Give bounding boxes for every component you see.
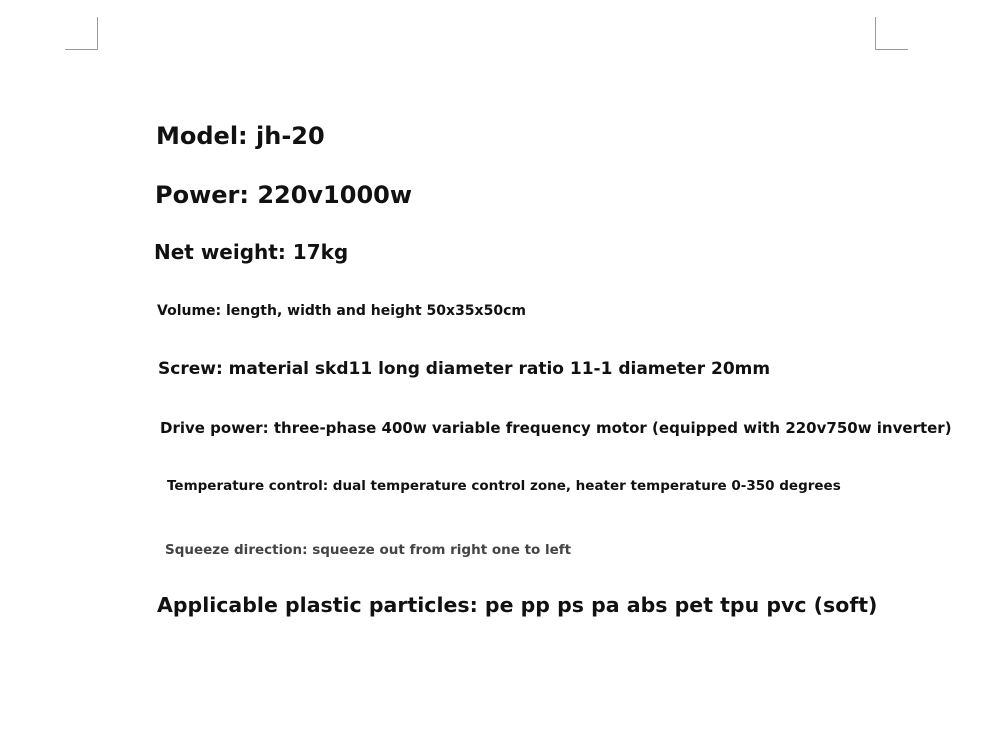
spec-net-weight: Net weight: 17kg <box>154 240 349 264</box>
spec-squeeze-direction: Squeeze direction: squeeze out from right one to left <box>165 542 572 558</box>
crop-mark-top-left <box>65 17 98 50</box>
spec-screw: Screw: material skd11 long diameter ratio 11-1 diameter 20mm <box>158 359 771 379</box>
spec-power: Power: 220v1000w <box>155 181 413 209</box>
spec-applicable-particles: Applicable plastic particles: pe pp ps pa abs pet tpu pvc (soft) <box>157 593 878 617</box>
spec-model: Model: jh-20 <box>156 122 325 150</box>
spec-drive-power: Drive power: three-phase 400w variable frequency motor (equipped with 220v750w inverter) <box>160 419 952 437</box>
spec-volume: Volume: length, width and height 50x35x50cm <box>157 303 526 319</box>
spec-temperature-control: Temperature control: dual temperature control zone, heater temperature 0-350 degrees <box>167 478 841 494</box>
crop-mark-top-right <box>875 17 908 50</box>
